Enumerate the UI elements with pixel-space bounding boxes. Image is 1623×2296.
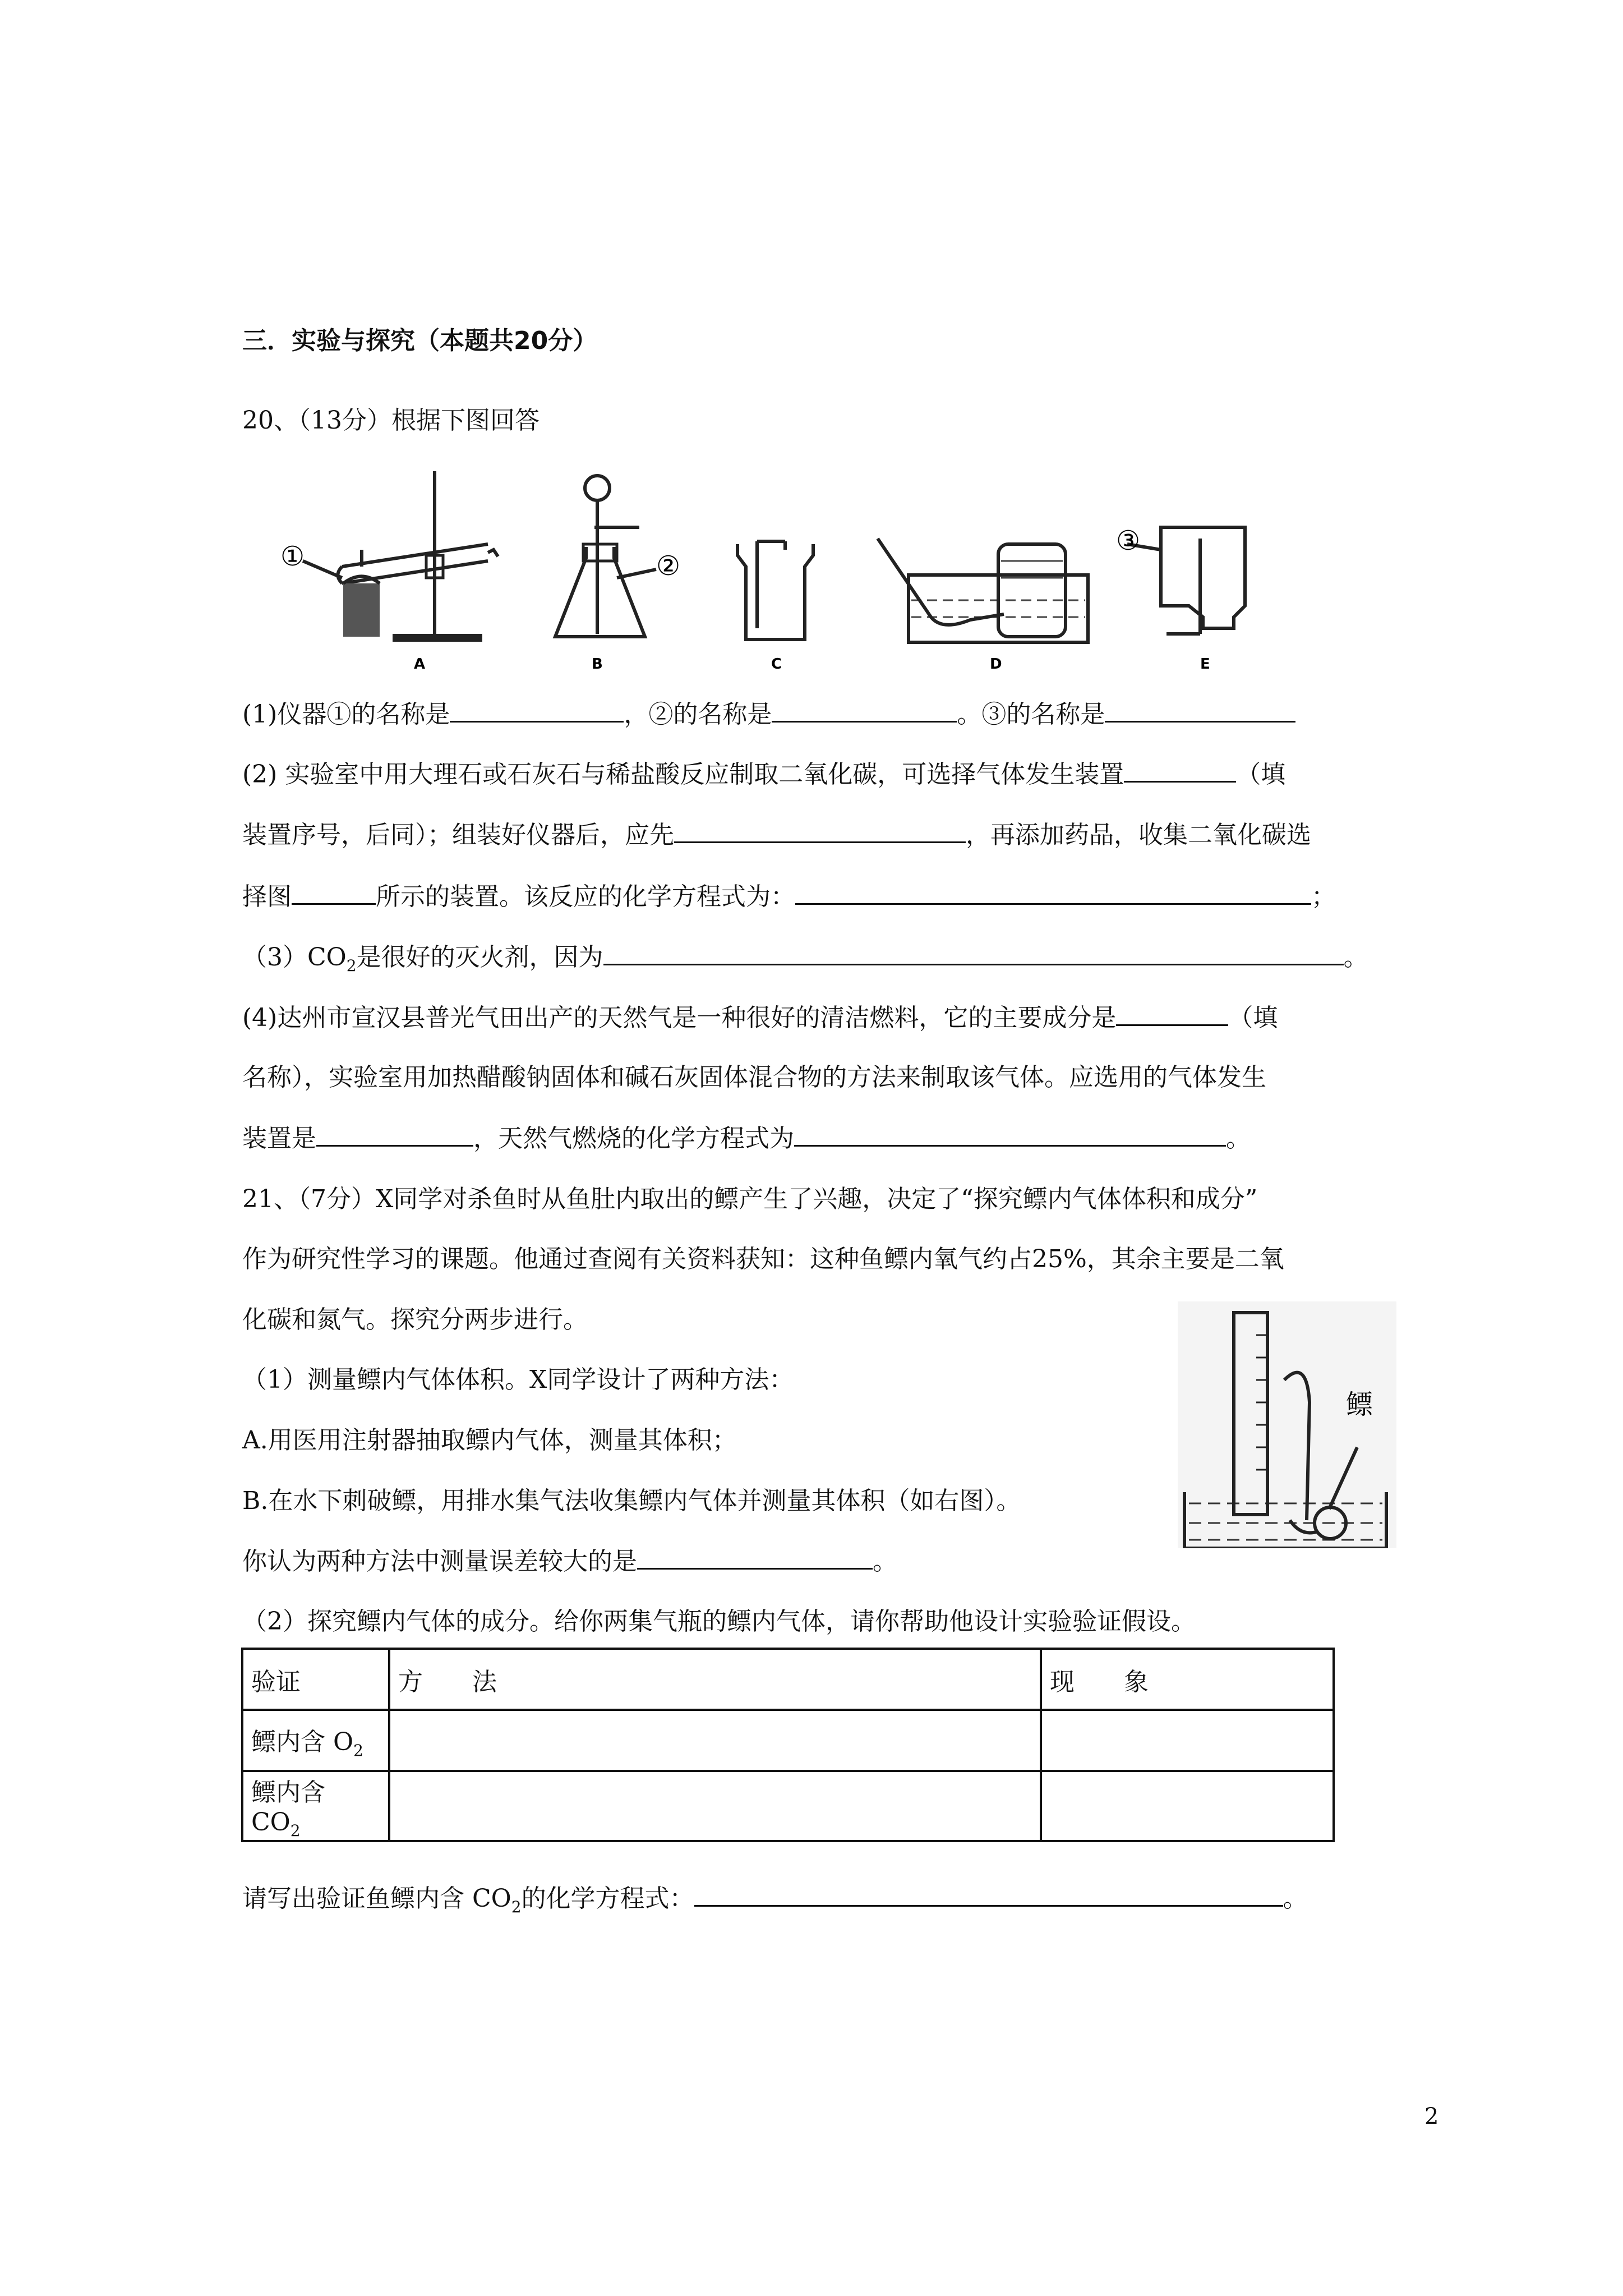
q20-part2-text-e: 择图 [242,882,292,911]
row-o2-phenomenon-cell[interactable] [1041,1710,1334,1771]
bladder-label: 鳔 [1346,1389,1373,1420]
q20-part4-text-b: （填 [1228,1004,1278,1032]
mark-2: ② [656,550,681,582]
q20-part3-text-a: （3）CO [242,943,347,972]
q20-part2-text-c: 装置序号，后同）；组装好仪器后，应先 [242,821,674,849]
q20-part2-line3 [242,881,1336,913]
q20-header: 20、（13分）根据下图回答 [242,406,540,435]
answer-blank-6[interactable] [292,881,376,905]
answer-blank-11[interactable] [794,1122,1226,1147]
q20-part2-text-f: 所示的装置。该反应的化学方程式为： [376,882,795,911]
answer-blank-13[interactable] [694,1883,1283,1907]
answer-blank-7[interactable] [795,881,1311,905]
q20-part4-text-d: ，天然气燃烧的化学方程式为 [473,1124,794,1153]
label-e: E [1200,656,1210,673]
label-b: B [592,656,603,673]
table-row [242,1710,1334,1771]
q20-part3 [242,941,1368,982]
row-co2-label [242,1771,389,1841]
mark-3: ③ [1116,525,1141,556]
row-o2-label [242,1710,389,1771]
answer-blank-1[interactable] [450,698,624,723]
q20-part2-line1 [242,758,1285,790]
q20-part2-text-g: ； [1311,882,1336,911]
q20-part4-line2: 名称），实验室用加热醋酸钠固体和碱石灰固体混合物的方法来制取该气体。应选用的气体发生 [242,1063,1266,1092]
q21-final [242,1883,1308,1923]
row-co2-label-text: 鳔内含 CO [251,1778,325,1837]
answer-blank-8[interactable] [603,941,1344,965]
verification-table [241,1648,1335,1842]
table-header-verify: 验证 [242,1649,389,1710]
mark-1: ① [280,541,305,572]
q20-part1-text-b: ，②的名称是 [624,700,772,729]
q21-line7 [242,1545,897,1577]
swim-bladder-figure [1178,1301,1396,1548]
q20-part2-text-a: (2) 实验室中用大理石或石灰石与稀盐酸反应制取二氧化碳，可选择气体发生装置 [242,760,1124,789]
q20-part1-text-c: 。③的名称是 [957,700,1105,729]
q20-part1 [242,698,1295,730]
apparatus-a-illustration [303,471,498,642]
table-row [242,1771,1334,1841]
answer-blank-3[interactable] [1105,698,1295,723]
q20-part4-text-e: 。 [1226,1124,1251,1153]
answer-blank-9[interactable] [1116,1002,1228,1026]
label-a: A [414,656,426,673]
q20-part4-text-a: (4)达州市宣汉县普光气田出产的天然气是一种很好的清洁燃料，它的主要成分是 [242,1004,1117,1032]
label-c: C [771,656,782,673]
answer-blank-2[interactable] [772,698,957,723]
q20-part2-text-b: （填 [1236,760,1286,789]
q21-line6: B.在水下刺破鳔，用排水集气法收集鳔内气体并测量其体积（如右图）。 [242,1487,1021,1515]
table-header-method: 方 法 [389,1649,1041,1710]
table-header-row [242,1649,1334,1710]
q20-part3-text-c: 。 [1343,943,1368,972]
answer-blank-10[interactable] [316,1122,473,1147]
q21-final-text-b: 的化学方程式： [521,1884,694,1913]
q20-part3-text-b: 是很好的灭火剂，因为 [356,943,603,972]
q21-line7-text-a: 你认为两种方法中测量误差较大的是 [242,1547,637,1576]
q21-final-text-a: 请写出验证鱼鳔内含 CO [242,1884,511,1913]
apparatus-b-illustration [555,476,656,637]
answer-blank-5[interactable] [674,819,966,843]
q21-line2: 作为研究性学习的课题。他通过查阅有关资料获知：这种鱼鳔内氧气约占25%，其余主要是二氧 [242,1245,1284,1273]
page-number: 2 [1424,2104,1439,2129]
q21-line7-text-b: 。 [873,1547,897,1576]
apparatus-c-illustration [737,541,813,639]
apparatus-figure [280,466,1267,679]
apparatus-d-illustration [878,539,1088,642]
row-o2-method-cell[interactable] [389,1710,1041,1771]
q21-final-text-c: 。 [1283,1884,1308,1913]
q21-line4: （1）测量鳔内气体体积。X同学设计了两种方法： [242,1365,794,1394]
q21-line8: （2）探究鳔内气体的成分。给你两集气瓶的鳔内气体，请你帮助他设计实验验证假设。 [242,1607,1196,1636]
answer-blank-12[interactable] [637,1545,873,1570]
q21-line5: A.用医用注射器抽取鳔内气体，测量其体积； [242,1426,737,1455]
q21-final-sub: 2 [511,1897,522,1916]
apparatus-e-illustration [1127,527,1245,634]
label-d: D [990,656,1002,673]
q20-part4-line1 [242,1002,1278,1034]
q20-part1-text-a: (1)仪器①的名称是 [242,700,450,729]
q20-part4-line3 [242,1122,1251,1154]
row-o2-label-sub: 2 [353,1741,363,1760]
section-title: 三．实验与探究（本题共20分） [242,326,598,355]
q20-part2-line2 [242,819,1311,851]
q20-part3-sub: 2 [346,956,357,975]
row-o2-label-text: 鳔内含 O [251,1727,354,1756]
q21-line1: 21、（7分）X同学对杀鱼时从鱼肚内取出的鳔产生了兴趣，决定了“探究鳔内气体体积和成分” [242,1185,1258,1213]
q20-part2-text-d: ，再添加药品，收集二氧化碳选 [966,821,1311,849]
row-co2-phenomenon-cell[interactable] [1041,1771,1334,1841]
q21-line3: 化碳和氮气。探究分两步进行。 [242,1305,588,1334]
row-co2-label-sub: 2 [290,1821,301,1840]
table-header-phenomenon: 现 象 [1041,1649,1334,1710]
q20-part4-text-c: 装置是 [242,1124,316,1153]
row-co2-method-cell[interactable] [389,1771,1041,1841]
answer-blank-4[interactable] [1124,758,1236,783]
